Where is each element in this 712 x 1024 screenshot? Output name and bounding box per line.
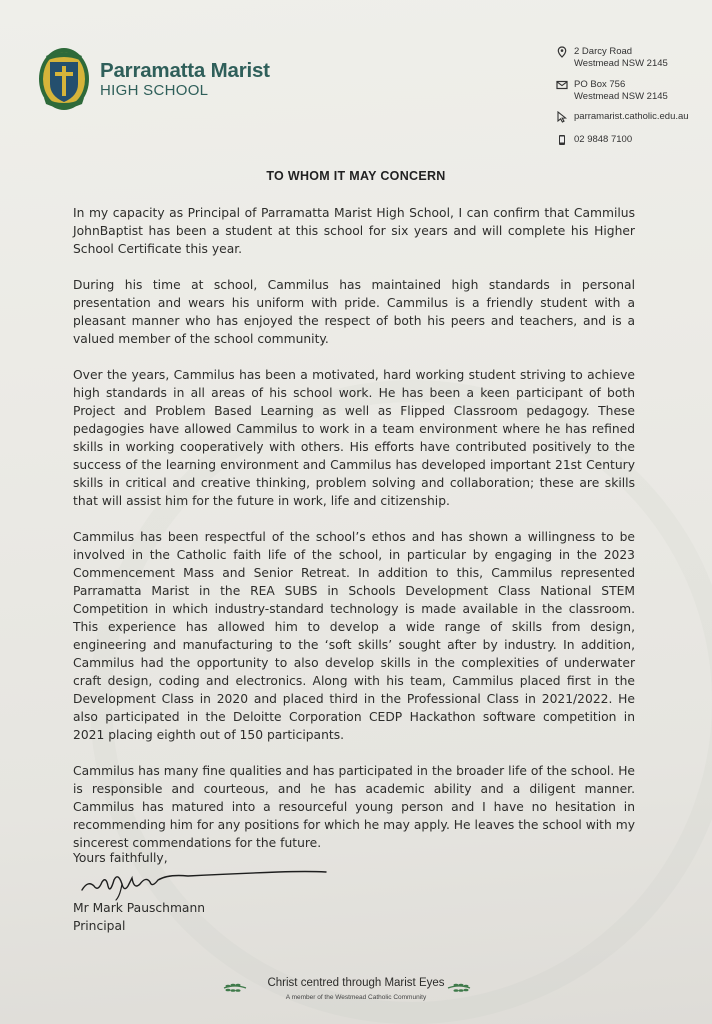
- contact-address: [556, 46, 706, 72]
- footer-community: A member of the Westmead Catholic Community: [285, 994, 427, 1001]
- paragraph-4: Cammilus has been respectful of the school’s ethos and has shown a willingness to be involved in the Catholic faith life of the school, in particular by engaging in the 2023 Commencement Mass and Senior Retreat. In addition to this, Cammilus represented Parramatta Marist in the REA SUBS in Schools Development Class National STEM Competition in which industry-standard technology is made available in the classroom. This experience has allowed him to develop a wide range of skills from design, engineering and manufacturing to the ‘soft skills’ sought after by industry. In addition, Cammilus had the opportunity to also develop skills in the complexities of underwater craft design, coding and electronics. Along with his team, Cammilus placed first in the Development Class in 2020 and placed third in the Professional Class in 2021/2022. He also participated in the Deloitte Corporation CEDP Hackathon software competition in 2021 placing eighth out of 150 participants.: [73, 530, 635, 742]
- school-name: Parramatta Marist: [100, 59, 270, 82]
- laurel-right-icon: [446, 982, 472, 994]
- signer-block: [73, 899, 205, 935]
- po-line2: Westmead NSW 2145: [574, 91, 668, 102]
- website-text: parramarist.catholic.edu.au: [574, 111, 689, 122]
- paragraph-1: In my capacity as Principal of Parramatta Marist High School, I can confirm that Cammilus JohnBaptist has been a student at this school for six years and will complete his Higher School Certificate this year.: [73, 206, 635, 256]
- school-crest-icon: [38, 46, 90, 112]
- phone-text: 02 9848 7100: [574, 134, 633, 145]
- letter-body: [73, 204, 635, 870]
- school-name-block: [100, 60, 270, 99]
- letter-heading: TO WHOM IT MAY CONCERN: [266, 169, 446, 183]
- address-line1: 2 Darcy Road: [574, 46, 633, 57]
- address-line2: Westmead NSW 2145: [574, 58, 668, 69]
- po-line1: PO Box 756: [574, 79, 626, 90]
- signer-name: Mr Mark Pauschmann: [73, 901, 206, 915]
- mail-icon: [556, 79, 568, 91]
- footer-motto: Christ centred through Marist Eyes: [267, 977, 445, 989]
- contact-po-box: [556, 79, 706, 105]
- footer: [0, 976, 712, 1003]
- paragraph-3: Over the years, Cammilus has been a motivated, hard working student striving to achieve high standards in all areas of his school work. He has been a keen participant of both Project and Problem Based Learning as well as Flipped Classroom pedagogy. These pedagogies have allowed Cammilus to work in a team environment where he has refined skills in working cooperatively with others. His efforts have contributed positively to the success of the learning environment and Cammilus has developed important 21st Century skills in critical and creative thinking, problem solving and collaboration; these are skills that will assist him for the future in work, life and citizenship.: [73, 368, 635, 508]
- cursor-icon: [556, 111, 568, 123]
- phone-icon: [556, 134, 568, 146]
- school-subtitle: HIGH SCHOOL: [100, 82, 209, 99]
- signer-title: Principal: [73, 919, 126, 933]
- paragraph-5: Cammilus has many fine qualities and has participated in the broader life of the school. He is responsible and courteous, and he has academic ability and a diligent manner. Cammilus has matured into a resourceful young person and I have no hesitation in recommending him for any positions for which he may apply. He leaves the school with my sincerest commendations for the future.: [73, 764, 635, 850]
- signature-icon: [78, 862, 338, 902]
- contact-phone: [556, 134, 706, 160]
- location-pin-icon: [556, 46, 568, 58]
- closing: Yours faithfully,: [73, 851, 168, 865]
- paragraph-2: During his time at school, Cammilus has maintained high standards in personal presentation and wears his uniform with pride. Cammilus is a friendly student with a pleasant manner who has enjoyed the respect of both his peers and teachers, and is a valued member of the school community.: [73, 278, 635, 346]
